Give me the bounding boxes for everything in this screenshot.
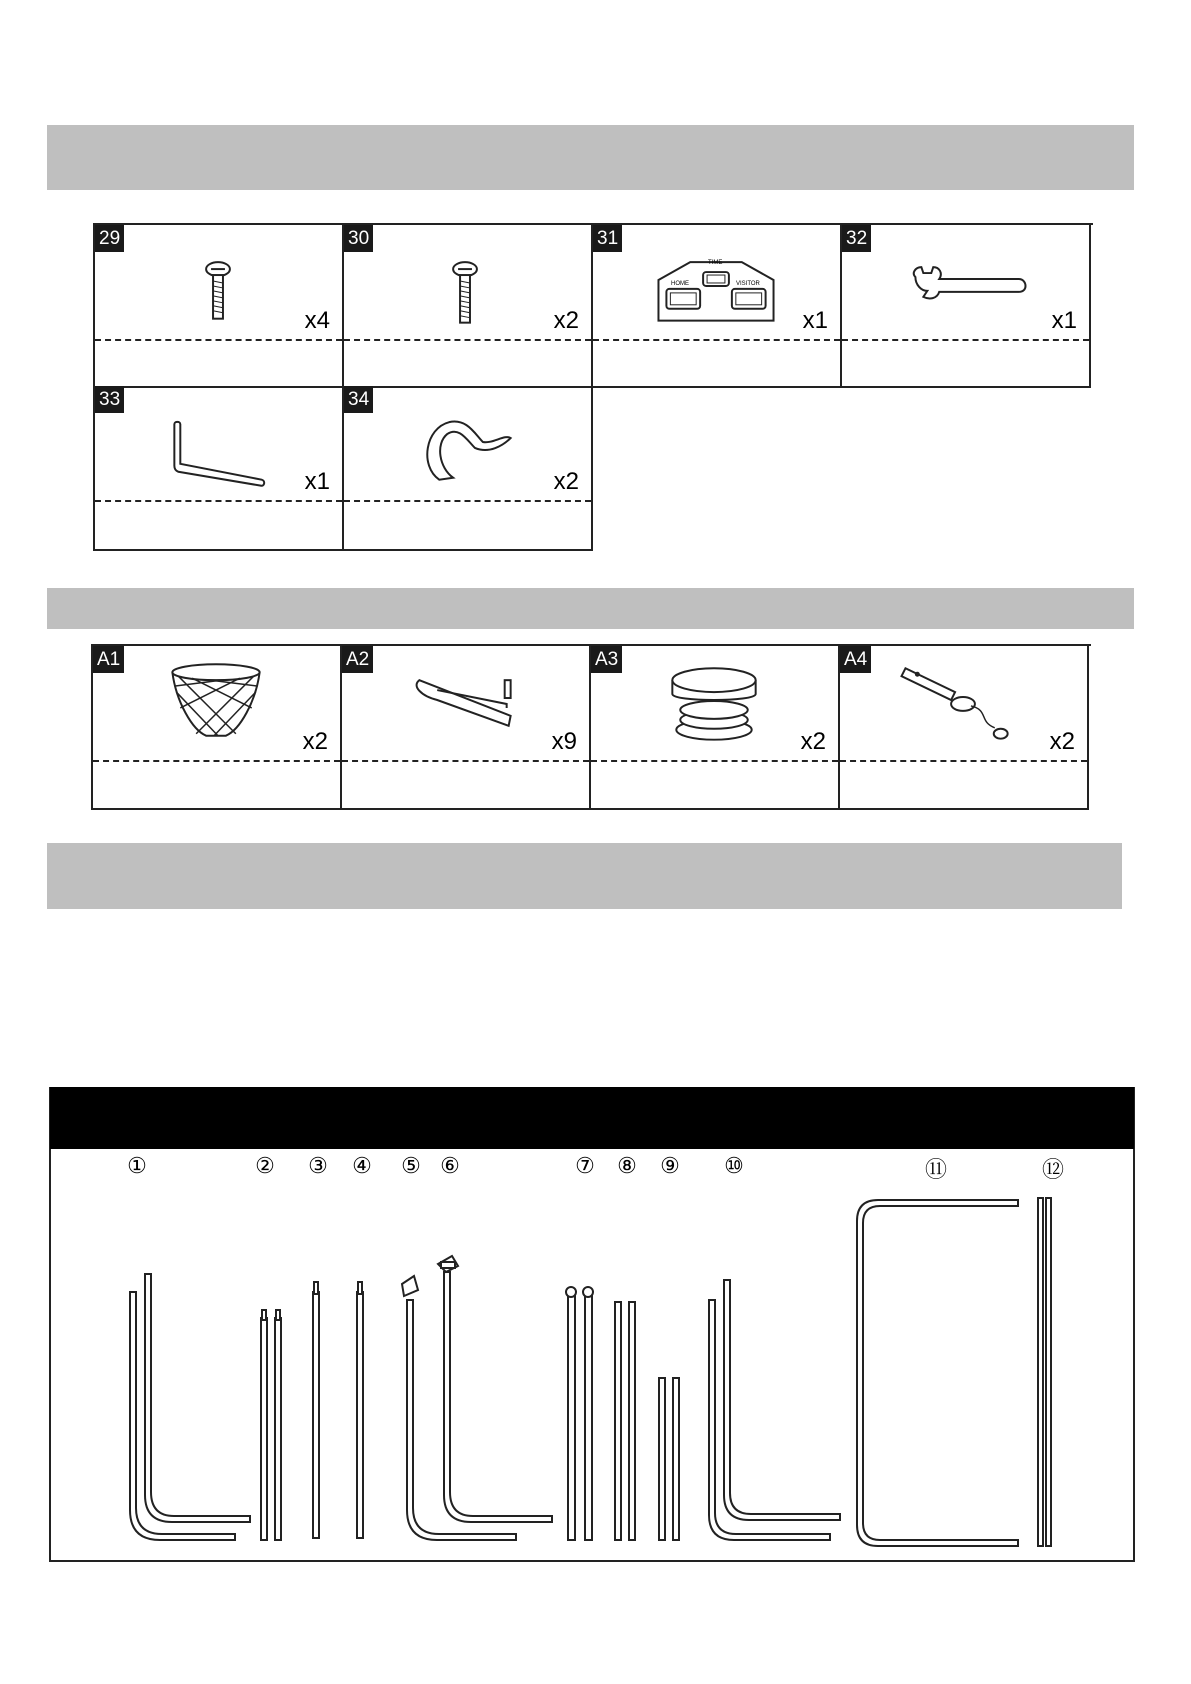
tube-8: [615, 1302, 635, 1540]
part-number: 32: [842, 225, 871, 252]
part-number: 33: [95, 386, 124, 413]
tube-number-5: ⑤: [401, 1153, 421, 1178]
tube-2: [261, 1310, 281, 1540]
tube-number-2: ②: [255, 1153, 275, 1178]
tube-11: [857, 1200, 1018, 1546]
tube-number-4: ④: [352, 1153, 372, 1178]
tube-4: [357, 1282, 363, 1538]
tube-12: [1038, 1198, 1051, 1546]
tube-9: [659, 1378, 679, 1540]
tube-number-11: ⑪: [924, 1157, 947, 1182]
tube-5: [402, 1276, 516, 1540]
scoreboard-time-label: TIME: [708, 260, 723, 266]
part-quantity: x2: [1049, 728, 1075, 755]
tube-number-7: ⑦: [575, 1153, 595, 1178]
tube-1: [130, 1274, 250, 1540]
part-quantity: x1: [304, 468, 330, 495]
part-quantity: x4: [304, 307, 330, 334]
tube-number-8: ⑧: [617, 1153, 637, 1178]
part-number: A2: [342, 646, 373, 673]
tube-number-12: ⑫: [1041, 1157, 1064, 1182]
tube-number-6: ⑥: [440, 1153, 460, 1178]
tube-10: [709, 1280, 840, 1540]
part-quantity: x2: [302, 728, 328, 755]
part-number: 29: [95, 225, 124, 252]
tube-number-9: ⑨: [660, 1153, 680, 1178]
part-quantity: x1: [802, 307, 828, 334]
part-quantity: x2: [553, 307, 579, 334]
tube-3: [313, 1282, 319, 1538]
tube-number-3: ③: [308, 1153, 328, 1178]
part-quantity: x2: [800, 728, 826, 755]
tube-number-1: ①: [127, 1153, 147, 1178]
part-quantity: x1: [1051, 307, 1077, 334]
part-number: 30: [344, 225, 373, 252]
part-quantity: x2: [553, 468, 579, 495]
part-number: A4: [840, 646, 871, 673]
part-number: A3: [591, 646, 622, 673]
scoreboard-home-label: HOME: [671, 281, 689, 287]
tube-6: [438, 1256, 552, 1522]
tube-number-10: ⑩: [724, 1153, 744, 1178]
part-quantity: x9: [551, 728, 577, 755]
part-number: 31: [593, 225, 622, 252]
part-number: A1: [93, 646, 124, 673]
scoreboard-visitor-label: VISITOR: [736, 281, 760, 287]
part-number: 34: [344, 386, 373, 413]
tube-7: [566, 1287, 593, 1540]
